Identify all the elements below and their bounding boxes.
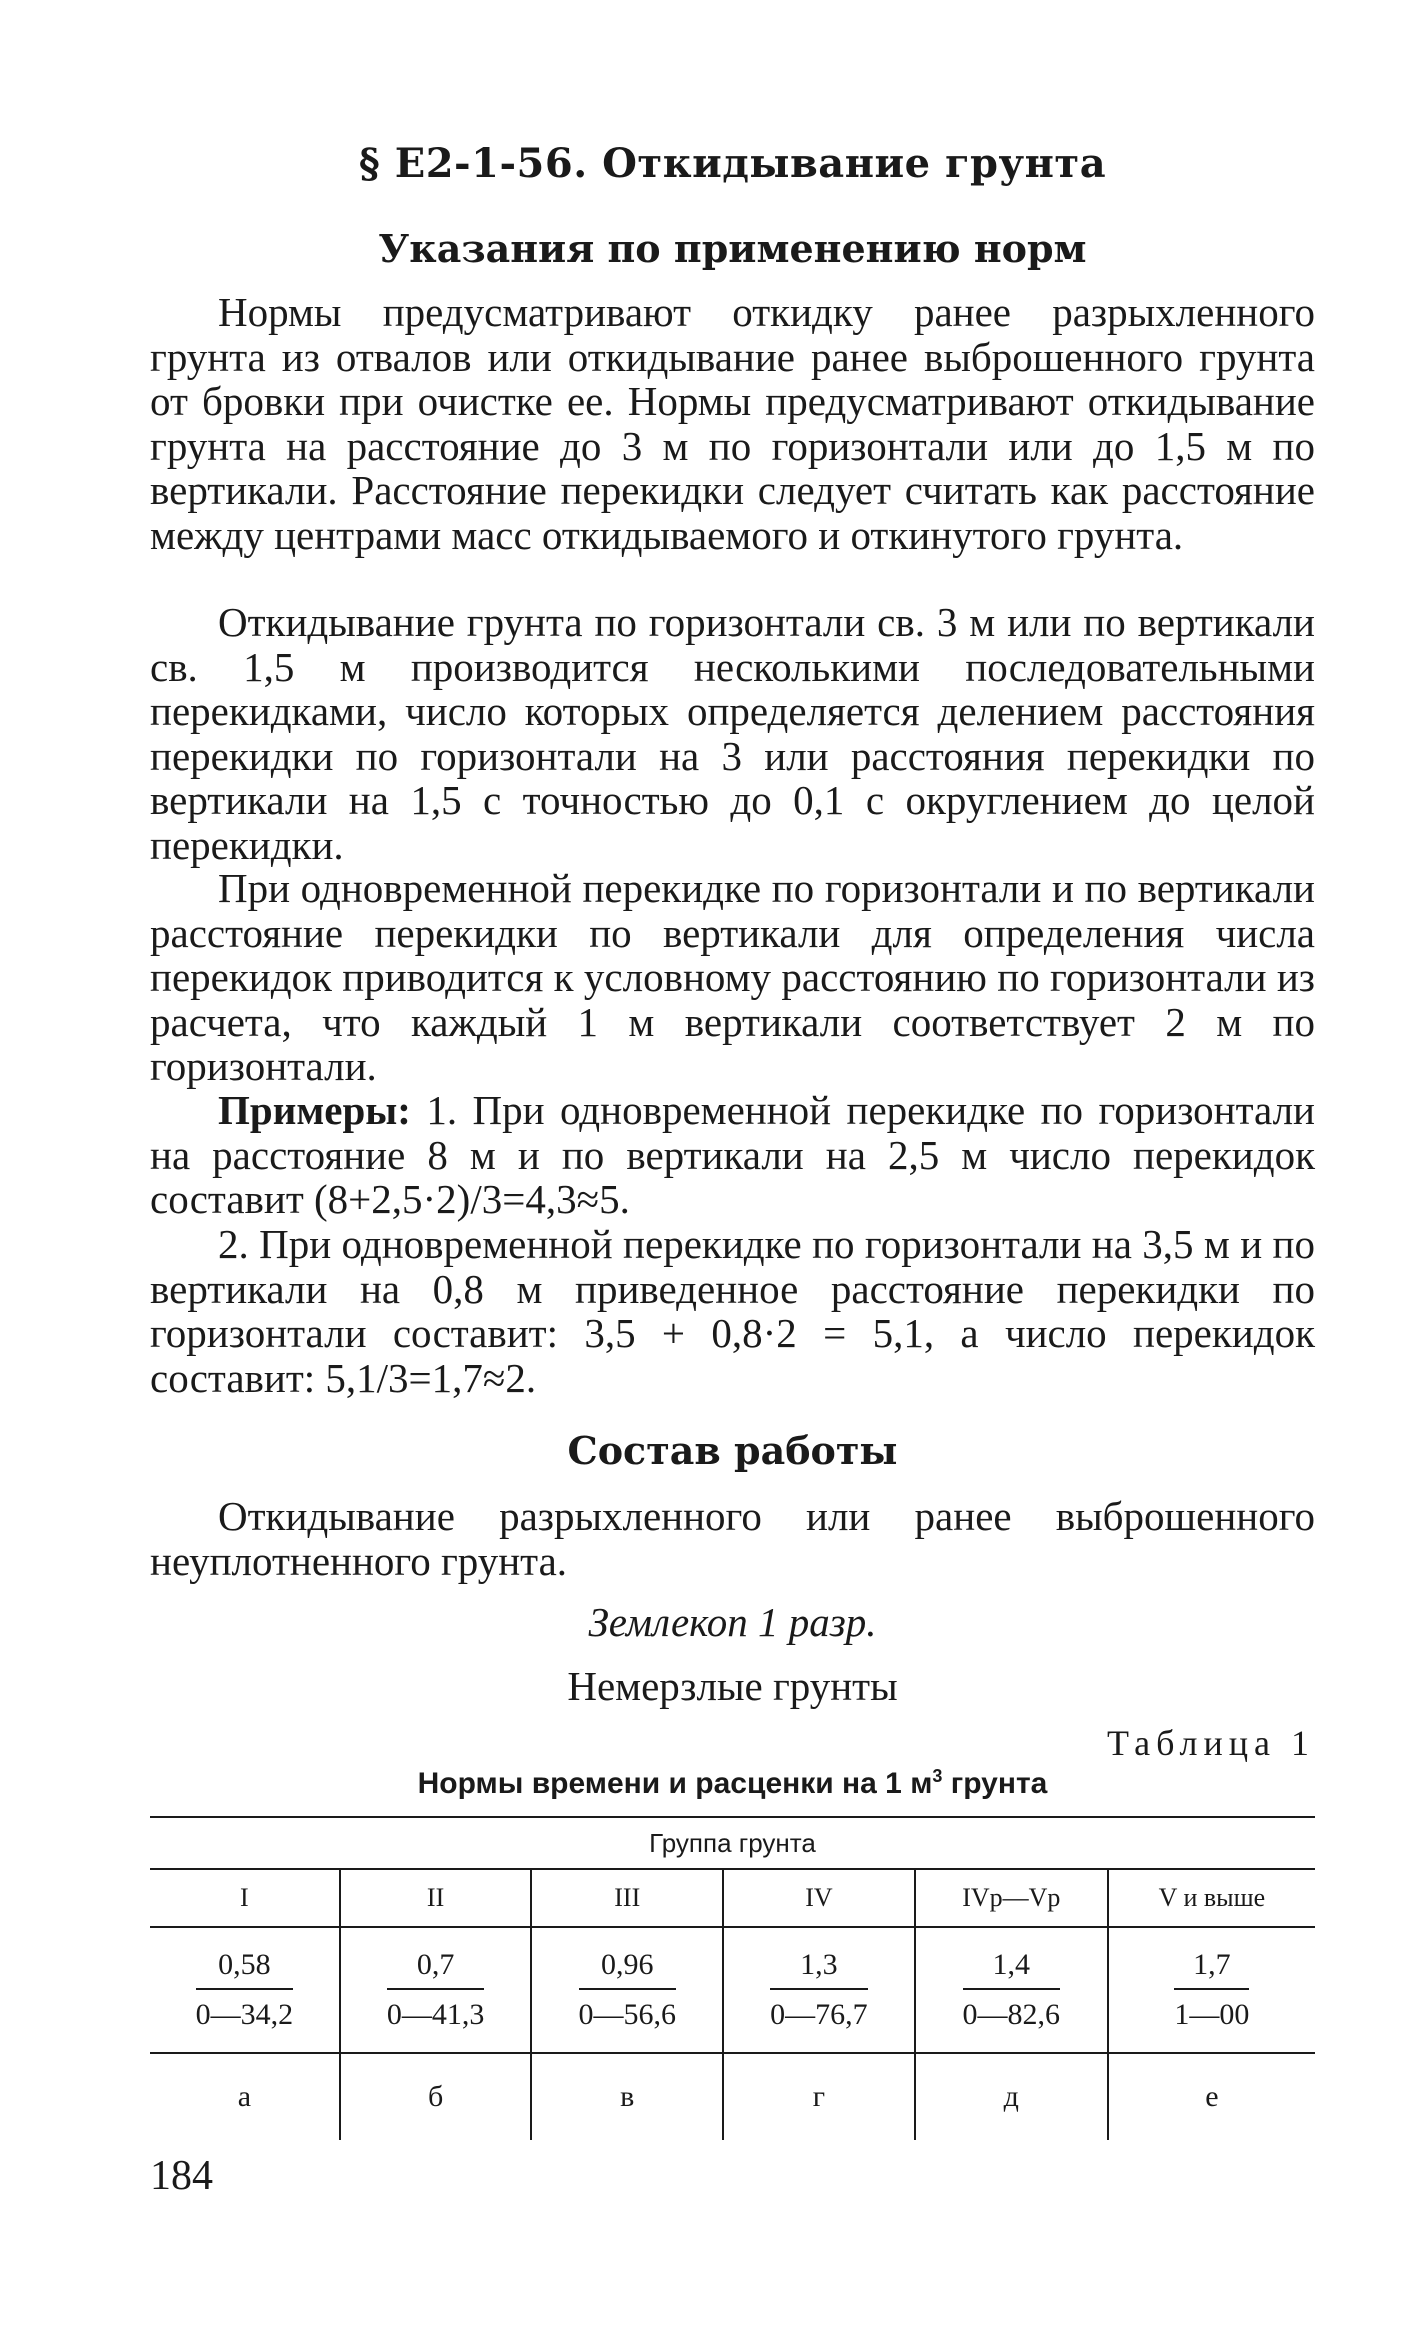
paragraph-1: Нормы предусматривают откидку ранее разрыхленного грунта из отвалов или откидывание ранее выброшенного грунта от бровки при очистке ее. Нормы предусматривают откидывание грунта на расстояние до 3 м по горизонтали или до 1,5 м по вертикали. Расстояние перекидки следует считать как расстояние между центрами масс откидываемого и откинутого грунта. <box>150 289 1315 558</box>
letter-cell: в <box>531 2053 723 2140</box>
group-header: Группа грунта <box>150 1817 1315 1869</box>
soil-type: Немерзлые грунты <box>567 1663 898 1709</box>
example-1 <box>150 1088 1315 1222</box>
norm-fraction <box>963 1948 1061 2032</box>
norm-fraction <box>1174 1948 1249 2032</box>
section-title: § Е2-1-56. Откидывание грунта <box>358 140 1107 187</box>
norms-table <box>150 1816 1315 2140</box>
examples-lead: Примеры: <box>218 1087 411 1133</box>
group-cell: III <box>531 1869 723 1927</box>
letter-cell: е <box>1108 2053 1315 2140</box>
norm-value: 0,7 <box>387 1948 485 1990</box>
letter-cell: а <box>237 2080 252 2113</box>
norm-value: 1,7 <box>1174 1948 1249 1990</box>
page-number: 184 <box>150 2153 213 2199</box>
table-header-row <box>150 1817 1315 1869</box>
group-cell: V и выше <box>1108 1869 1315 1927</box>
price-value: 0—76,7 <box>770 1998 868 2031</box>
value-cell <box>915 1927 1108 2053</box>
instructions-title: Указания по применению норм <box>378 226 1087 271</box>
table-label: Таблица 1 <box>1107 1723 1315 1763</box>
letters-row <box>150 2053 1315 2140</box>
norm-value: 1,3 <box>770 1948 868 1990</box>
value-cell <box>1108 1927 1315 2053</box>
norm-fraction <box>579 1948 677 2032</box>
paragraph-2: Откидывание грунта по горизонтали св. 3 м или по вертикали св. 1,5 м производится несколькими последовательными перекидками, число которых определяется делением расстояния перекидки по горизонтали на 3 или расстояния перекидки по вертикали на 1,5 с точностью до 0,1 с округлением до целой перекидки. <box>150 599 1315 868</box>
table-caption-text: Нормы времени и расценки на 1 м <box>417 1767 933 1800</box>
price-value: 0—56,6 <box>578 1998 676 2031</box>
table-caption <box>150 1766 1315 1801</box>
value-cell <box>531 1927 723 2053</box>
table-caption-sup: 3 <box>932 1766 943 1786</box>
value-cell <box>150 1927 340 2053</box>
norm-fraction <box>196 1948 294 2032</box>
composition-text: Откидывание разрыхленного или ранее выброшенного неуплотненного грунта. <box>150 1493 1315 1584</box>
norm-value: 0,96 <box>579 1948 677 1990</box>
example-1-text: 1. При одновременной перекидке по горизонтали на расстояние 8 м и по вертикали на 2,5 м число перекидок составит (8+2,5·2)/3=4,3≈5. <box>150 1087 1315 1222</box>
letter-cell: г <box>723 2053 915 2140</box>
norm-fraction <box>387 1948 485 2032</box>
norm-value: 0,58 <box>196 1948 294 1990</box>
value-cell <box>723 1927 915 2053</box>
letter-cell: б <box>340 2053 532 2140</box>
composition-title: Состав работы <box>567 1428 898 1473</box>
letter-cell: д <box>915 2053 1108 2140</box>
group-cell: II <box>340 1869 532 1927</box>
price-value: 0—82,6 <box>962 1998 1061 2031</box>
norm-fraction <box>770 1948 868 2032</box>
group-cell: I <box>150 1869 340 1927</box>
document-page <box>150 0 1315 2346</box>
values-row <box>150 1927 1315 2053</box>
group-cell: IVр—Vр <box>915 1869 1108 1927</box>
example-2: 2. При одновременной перекидке по горизонтали на 3,5 м и по вертикали на 0,8 м приведенное расстояние перекидки по горизонтали составит: 3,5 + 0,8·2 = 5,1, а число перекидок составит: 5,1/3=1,7≈2. <box>150 1221 1315 1401</box>
table-caption-tail: грунта <box>942 1767 1048 1800</box>
groups-row <box>150 1869 1315 1927</box>
price-value: 1—00 <box>1174 1998 1250 2031</box>
paragraph-3: При одновременной перекидке по горизонтали и по вертикали расстояние перекидки по вертикали для определения числа перекидок приводится к условному расстоянию по горизонтали из расчета, что каждый 1 м вертикали соответствует 2 м по горизонтали. <box>150 865 1315 1089</box>
worker-grade: Землекоп 1 разр. <box>588 1599 877 1645</box>
price-value: 0—41,3 <box>386 1998 485 2031</box>
value-cell <box>340 1927 532 2053</box>
group-cell: IV <box>723 1869 915 1927</box>
norm-value: 1,4 <box>963 1948 1061 1990</box>
price-value: 0—34,2 <box>195 1998 294 2031</box>
